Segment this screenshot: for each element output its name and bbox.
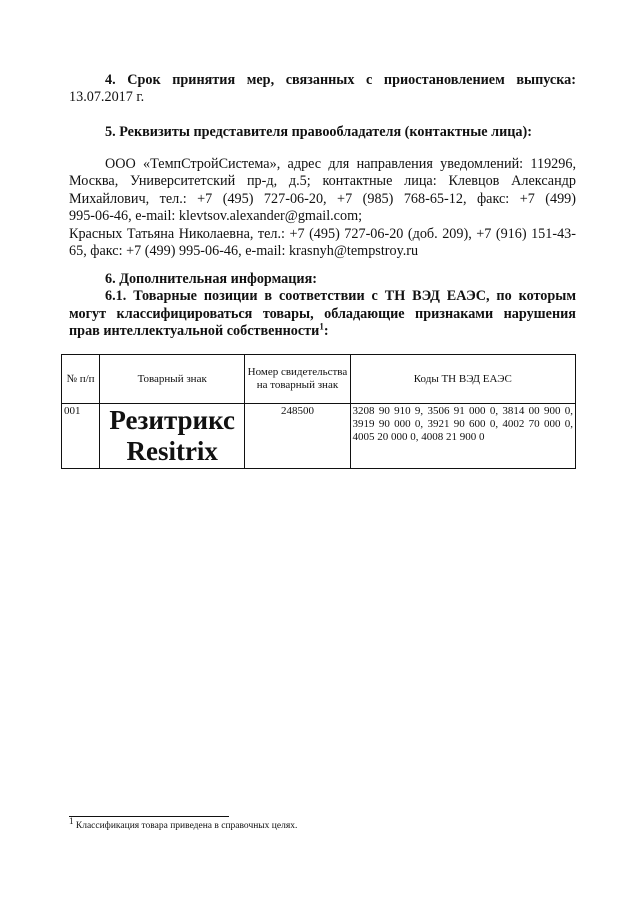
table-row — [62, 404, 576, 469]
contact-line-2: Москва, Университетский пр-д, д.5; контактные лица: Клевцов Александр — [69, 173, 576, 190]
footnote-number: 1 — [69, 815, 74, 826]
certificate-number: 248500 — [245, 404, 350, 469]
section-6-heading: 6. Дополнительная информация: — [105, 271, 317, 287]
trademark-en: Resitrix — [126, 436, 218, 466]
section-5-heading: 5. Реквизиты представителя правообладателя (контактные лица): — [105, 124, 532, 140]
contact-line-5: Красных Татьяна Николаевна, тел.: +7 (495) 727-06-20 (доб. 209), +7 (916) 151-43- — [69, 225, 576, 242]
section-4 — [69, 72, 576, 107]
footnote-text: Классификация товара приведена в справочных целях. — [75, 821, 298, 831]
header-codes: Коды ТН ВЭД ЕАЭС — [350, 355, 575, 404]
contact-line-4: 995-06-46, e-mail: klevtsov.alexander@gmail.com; — [69, 208, 363, 225]
hs-codes: 3208 90 910 9, 3506 91 000 0, 3814 00 900 0, 3919 90 000 0, 3921 90 600 0, 4002 70 000 0, 4005 20 000 0, 4008 21 900 0 — [350, 404, 575, 469]
section-6-1-line-3-text: прав интеллектуальной собственности — [69, 323, 320, 340]
section-6-1-line-2: могут классифицироваться товары, обладающие признаками нарушения — [69, 305, 576, 322]
section-6 — [69, 271, 576, 341]
goods-table — [61, 354, 576, 469]
section-6-1-line-3 — [69, 323, 576, 340]
section-6-1-line-1: 6.1. Товарные позиции в соответствии с ТН ВЭД ЕАЭС, по которым — [105, 288, 576, 305]
section-5-body — [69, 156, 576, 260]
footnote-divider — [69, 816, 229, 817]
row-number: 001 — [62, 404, 100, 469]
trademark-cell — [100, 404, 245, 469]
footnote — [69, 815, 298, 832]
section-4-heading: 4. Срок принятия мер, связанных с приостановлением выпуска: — [105, 72, 576, 88]
table-header-row — [62, 355, 576, 404]
section-6-1-colon: : — [323, 323, 329, 340]
section-4-date: 13.07.2017 г. — [69, 89, 145, 106]
header-certificate: Номер свидетельства на товарный знак — [245, 355, 350, 404]
header-trademark: Товарный знак — [100, 355, 245, 404]
contact-line-6: 65, факс: +7 (499) 995-06-46, e-mail: krasnyh@tempstroy.ru — [69, 243, 419, 260]
contact-line-3: Михайлович, тел.: +7 (495) 727-06-20, +7 (985) 768-65-12, факс: +7 (499) — [69, 190, 576, 207]
section-5-heading-block — [69, 124, 576, 141]
contact-line-1: ООО «ТемпСтройСистема», адрес для направления уведомлений: 119296, — [105, 156, 576, 172]
trademark-ru: Резитрикс — [109, 405, 235, 435]
footnote-ref: 1 — [319, 321, 324, 332]
header-number: № п/п — [62, 355, 100, 404]
